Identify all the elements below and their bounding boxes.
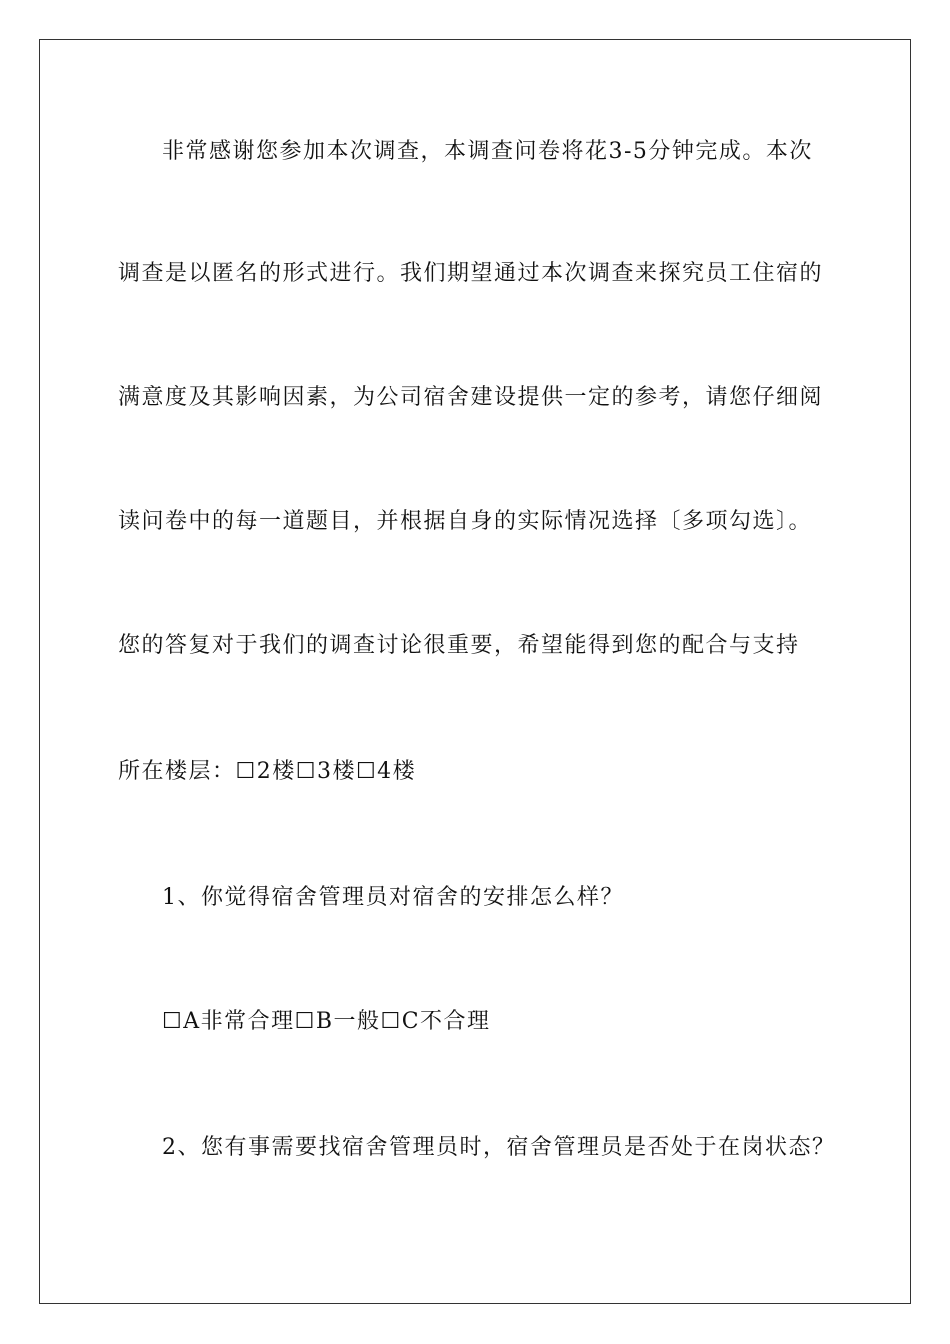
question-1-options: ☐A非常合理☐B一般☐C不合理 bbox=[162, 1009, 491, 1034]
page-border bbox=[39, 39, 911, 1304]
intro-line-4: 读问卷中的每一道题目，并根据自身的实际情况选择〔多项勾选〕。 bbox=[118, 509, 813, 534]
question-2-text: 2、您有事需要找宿舍管理员时，宿舍管理员是否处于在岗状态？ bbox=[162, 1135, 836, 1160]
intro-line-2: 调查是以匿名的形式进行。我们期望通过本次调查来探究员工住宿的 bbox=[118, 261, 824, 286]
question-1-text: 1、你觉得宿舍管理员对宿舍的安排怎么样？ bbox=[162, 885, 624, 910]
intro-line-1: 非常感谢您参加本次调查，本调查问卷将花3-5分钟完成。本次 bbox=[162, 139, 813, 164]
intro-line-5: 您的答复对于我们的调查讨论很重要，希望能得到您的配合与支持 bbox=[118, 633, 800, 658]
intro-line-3: 满意度及其影响因素，为公司宿舍建设提供一定的参考，请您仔细阅 bbox=[118, 385, 824, 410]
floor-selection-line: 所在楼层：☐2楼☐3楼☐4楼 bbox=[118, 759, 417, 784]
